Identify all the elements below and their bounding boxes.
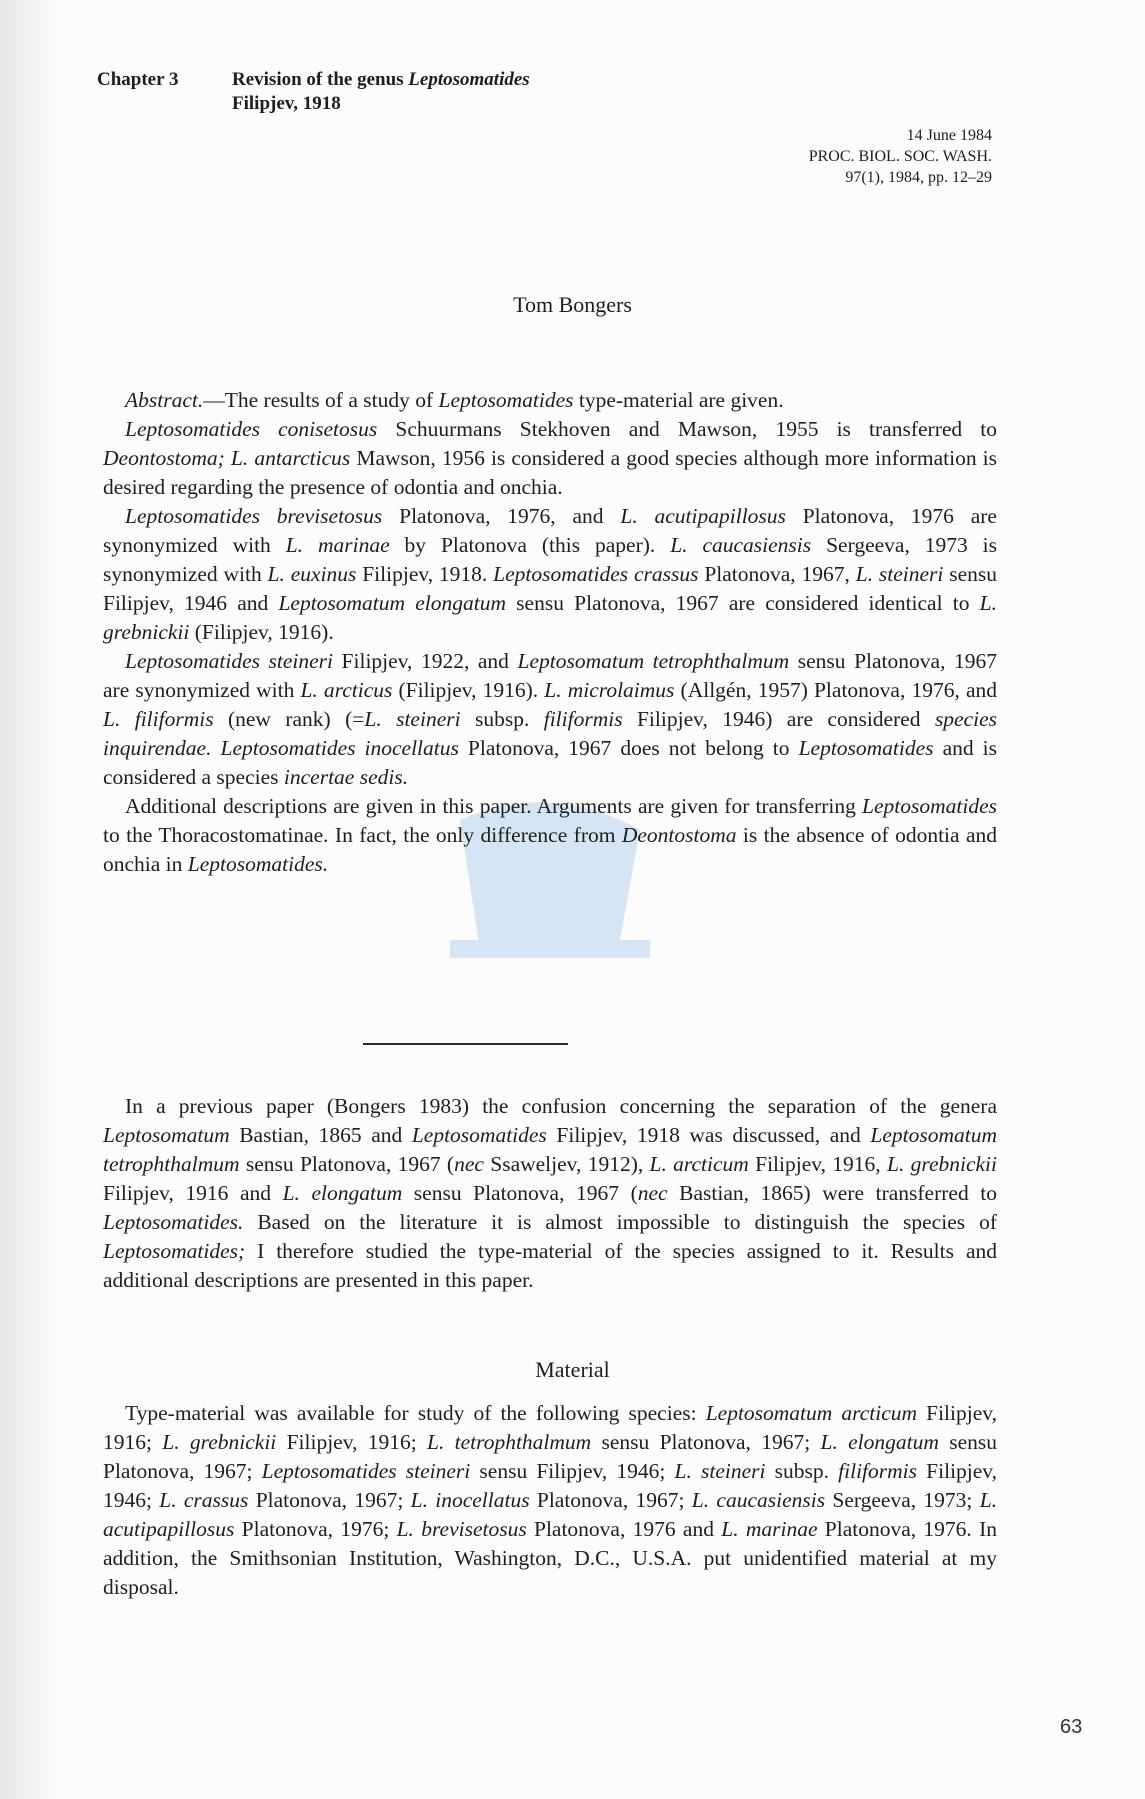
author-name: Tom Bongers	[513, 292, 632, 317]
italic-taxon-text: nec	[454, 1152, 484, 1176]
italic-taxon-text: filiformis	[838, 1459, 918, 1483]
text-run: Bastian, 1865 and	[229, 1123, 412, 1147]
italic-taxon-text: L. steineri	[364, 707, 461, 731]
text-run: to the Thoracostomatinae. In fact, the only difference from	[103, 823, 622, 847]
italic-taxon-text: Leptosomatum tetrophthalmum	[103, 1123, 997, 1176]
italic-taxon-text: L. grebnickii	[886, 1152, 997, 1176]
text-run: Filipjev, 1946) are considered	[622, 707, 935, 731]
text-run: Platonova, 1976, and	[382, 504, 621, 528]
italic-taxon-text: Deontostoma	[621, 823, 737, 847]
italic-taxon-text: Leptosomatides crassus	[493, 562, 699, 586]
italic-taxon-text: L. elongatum	[282, 1181, 403, 1205]
text-run: Filipjev, 1922, and	[333, 649, 518, 673]
abstract	[103, 386, 997, 879]
chapter-title	[232, 68, 530, 116]
text-run: Filipjev, 1916,	[748, 1152, 887, 1176]
paragraph	[103, 386, 997, 415]
text-run: sensu Platonova, 1967 are considered identical to	[506, 591, 980, 615]
text-run: Platonova, 1967;	[248, 1488, 411, 1512]
text-run: Sergeeva, 1973;	[825, 1488, 980, 1512]
italic-taxon-text: Leptosomatides	[411, 1123, 547, 1147]
text-run: sensu Platonova, 1967 are synonymized with	[103, 649, 997, 702]
italic-taxon-text: Leptosomatides steineri	[125, 649, 334, 673]
text-run: In a previous paper (Bongers 1983) the confusion concerning the separation of the genera	[125, 1094, 997, 1118]
italic-taxon-text: L. euxinus	[267, 562, 357, 586]
italic-taxon-text: Leptosomatides	[798, 736, 934, 760]
introduction	[103, 1092, 997, 1295]
italic-taxon-text: L. arcticum	[649, 1152, 749, 1176]
text-run: Mawson, 1956 is considered a good species although more information is desired regarding the presence of odontia and onchia.	[103, 446, 997, 499]
chapter-label: Chapter 3	[97, 69, 179, 90]
text-run: Platonova, 1967,	[698, 562, 856, 586]
italic-taxon-text: L. marinae	[721, 1517, 818, 1541]
text-run: (Filipjev, 1916).	[392, 678, 545, 702]
paragraph	[103, 415, 997, 502]
volume-pages: 97(1), 1984, pp. 12–29	[845, 169, 992, 186]
text-run: Schuurmans Stekhoven and Mawson, 1955 is transferred to	[377, 417, 998, 441]
italic-taxon-text: L. inocellatus	[410, 1488, 530, 1512]
paragraph	[103, 647, 997, 792]
italic-taxon-text: filiformis	[543, 707, 623, 731]
text-run: Type-material was available for study of the following species:	[125, 1401, 706, 1425]
italic-taxon-text: Leptosomatum elongatum	[278, 591, 506, 615]
text-run: subsp.	[765, 1459, 839, 1483]
text-run: subsp.	[460, 707, 544, 731]
italic-taxon-text: L. caucasiensis	[670, 533, 812, 557]
italic-taxon-text: L. marinae	[285, 533, 390, 557]
italic-taxon-text: L. filiformis	[103, 707, 214, 731]
text-run: sensu Platonova, 1967 (	[402, 1181, 638, 1205]
italic-taxon-text: Leptosomatum	[103, 1123, 230, 1147]
italic-taxon-text: Abstract.	[125, 388, 204, 412]
italic-taxon-text: Leptosomatides steineri	[261, 1459, 471, 1483]
italic-taxon-text: L. tetrophthalmum	[427, 1430, 592, 1454]
publication-date: 14 June 1984	[906, 127, 992, 144]
italic-taxon-text: L. elongatum	[820, 1430, 939, 1454]
text-run: sensu Platonova, 1967 (	[239, 1152, 455, 1176]
text-run: Filipjev, 1916;	[276, 1430, 428, 1454]
text-run: (new rank) (=	[213, 707, 365, 731]
italic-taxon-text: Leptosomatides;	[103, 1239, 246, 1263]
italic-taxon-text: L. grebnickii	[103, 591, 997, 644]
italic-taxon-text: L. acutipapillosus	[103, 1488, 998, 1541]
text-run: Platonova, 1976. In addition, the Smithsonian Institution, Washington, D.C., U.S.A. put unidentified material at my disposal.	[103, 1517, 998, 1599]
text-run: Ssaweljev, 1912),	[483, 1152, 650, 1176]
journal-citation	[809, 125, 992, 188]
italic-taxon-text: Leptosomatides.	[187, 852, 329, 876]
paragraph	[103, 1092, 997, 1295]
italic-taxon-text: L. steineri	[674, 1459, 766, 1483]
text-run: sensu Platonova, 1967;	[103, 1430, 997, 1483]
title-prefix: Revision of the genus	[232, 69, 409, 90]
section-heading-material: Material	[535, 1357, 610, 1382]
italic-taxon-text: species inquirendae. Leptosomatides inocellatus	[103, 707, 998, 760]
text-run: Platonova, 1967 does not belong to	[458, 736, 799, 760]
text-run: Platonova, 1967;	[529, 1488, 692, 1512]
text-run: Sergeeva, 1973 is synonymized with	[103, 533, 998, 586]
title-authority: Filipjev, 1918	[232, 93, 341, 114]
italic-taxon-text: L. brevisetosus	[396, 1517, 527, 1541]
paragraph	[103, 502, 997, 647]
italic-taxon-text: Deontostoma; L. antarcticus	[103, 446, 351, 470]
text-run: Platonova, 1976;	[234, 1517, 397, 1541]
paragraph	[103, 1399, 997, 1602]
italic-taxon-text: incertae sedis.	[283, 765, 409, 789]
italic-taxon-text: Leptosomatides	[862, 794, 997, 818]
text-run: sensu Filipjev, 1946;	[470, 1459, 675, 1483]
italic-taxon-text: L. microlaimus	[544, 678, 675, 702]
italic-taxon-text: Leptosomatides	[438, 388, 574, 412]
italic-taxon-text: L. grebnickii	[162, 1430, 277, 1454]
italic-taxon-text: L. arcticus	[300, 678, 393, 702]
text-run: by Platonova (this paper).	[389, 533, 671, 557]
page-edge-shadow	[0, 0, 60, 1799]
text-run: Additional descriptions are given in this paper. Arguments are given for transferring	[125, 794, 863, 818]
text-run: Bastian, 1865) were transferred to	[667, 1181, 997, 1205]
journal-name: PROC. BIOL. SOC. WASH.	[808, 148, 992, 165]
italic-taxon-text: Leptosomatum arcticum	[705, 1401, 918, 1425]
text-run: type-material are given.	[573, 388, 784, 412]
italic-taxon-text: nec	[637, 1181, 668, 1205]
text-run: Filipjev, 1916;	[103, 1401, 998, 1454]
text-run: sensu Filipjev, 1946 and	[103, 562, 998, 615]
italic-taxon-text: Leptosomatides.	[103, 1210, 244, 1234]
italic-taxon-text: Leptosomatides brevisetosus	[125, 504, 383, 528]
text-run: (Allgén, 1957) Platonova, 1976, and	[674, 678, 997, 702]
text-run: sensu Platonova, 1967;	[591, 1430, 821, 1454]
text-run: —The results of a study of	[203, 388, 439, 412]
page-number: 63	[1060, 1716, 1083, 1738]
text-run: Filipjev, 1916 and	[103, 1181, 283, 1205]
text-run: Based on the literature it is almost impossible to distinguish the species of	[243, 1210, 997, 1234]
italic-taxon-text: L. caucasiensis	[691, 1488, 826, 1512]
text-run: Filipjev, 1918 was discussed, and	[546, 1123, 871, 1147]
italic-taxon-text: Leptosomatum tetrophthalmum	[517, 649, 790, 673]
italic-taxon-text: L. crassus	[159, 1488, 249, 1512]
text-run: is the absence of odontia and onchia in	[103, 823, 998, 876]
italic-taxon-text: L. acutipapillosus	[620, 504, 786, 528]
text-run: and is considered a species	[103, 736, 997, 789]
text-run: Filipjev, 1946;	[103, 1459, 998, 1512]
italic-taxon-text: Leptosomatides conisetosus	[125, 417, 378, 441]
section-divider	[363, 1043, 568, 1045]
text-run: I therefore studied the type-material of the species assigned to it. Results and additional descriptions are presented in this paper.	[103, 1239, 997, 1292]
text-run: Platonova, 1976 and	[526, 1517, 722, 1541]
text-run: Filipjev, 1918.	[356, 562, 494, 586]
paragraph	[103, 792, 997, 879]
text-run: (Filipjev, 1916).	[189, 620, 334, 644]
italic-taxon-text: L. steineri	[855, 562, 944, 586]
title-genus: Leptosomatides	[408, 69, 530, 90]
material-section	[103, 1399, 997, 1602]
text-run: Platonova, 1976 are synonymized with	[103, 504, 997, 557]
